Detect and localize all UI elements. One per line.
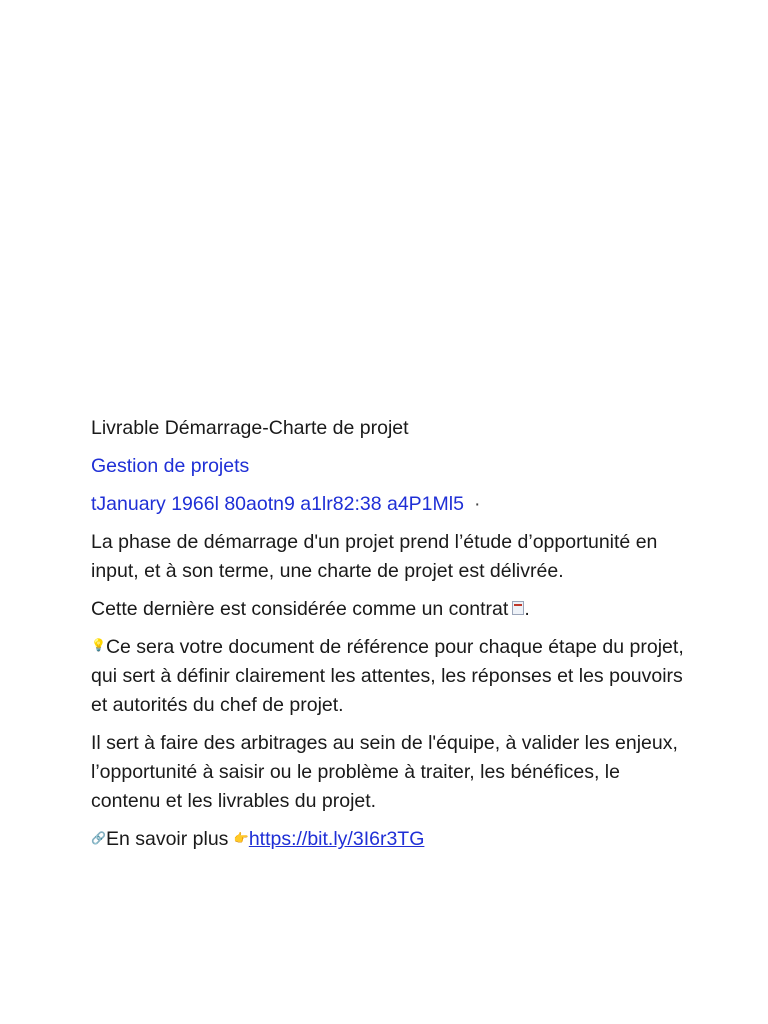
paragraph-arbitrage: Il sert à faire des arbitrages au sein de l'équipe, à valider les enjeux, l’opportunité à saisir ou le problème à traiter, les bénéfices, le contenu et les livrables du projet. — [91, 732, 678, 813]
meta-separator: · — [473, 493, 481, 515]
document-body — [91, 414, 691, 864]
category-link[interactable]: Gestion de projets — [91, 455, 250, 477]
post-date: tJanuary 1966l 80aotn9 a1lr82:38 a4P1Ml5 — [91, 493, 464, 515]
paragraph-intro: La phase de démarrage d'un projet prend l’étude d’opportunité en input, et à son terme, une charte de projet est délivrée. — [91, 531, 658, 582]
paragraph-reference — [91, 633, 691, 720]
document-title: Livrable Démarrage-Charte de projet — [91, 417, 409, 439]
paragraph-contract — [91, 595, 691, 624]
lightbulb-icon: 💡 — [91, 638, 106, 653]
paragraph-contract-period: . — [524, 598, 530, 620]
paragraph-contract-text: Cette dernière est considérée comme un contrat — [91, 598, 509, 620]
post-meta — [91, 490, 691, 519]
contract-icon — [512, 601, 524, 615]
pointing-hand-icon: 👉 — [233, 830, 249, 845]
learn-more-label: En savoir plus — [105, 828, 229, 851]
link-icon: 🔗 — [91, 830, 106, 845]
learn-more-line — [91, 825, 691, 854]
paragraph-reference-text: Ce sera votre document de référence pour chaque étape du projet, qui sert à définir clairement les attentes, les réponses et les pouvoirs et autorités du chef de projet. — [91, 636, 684, 717]
learn-more-url[interactable]: https://bit.ly/3I6r3TG — [248, 828, 425, 851]
